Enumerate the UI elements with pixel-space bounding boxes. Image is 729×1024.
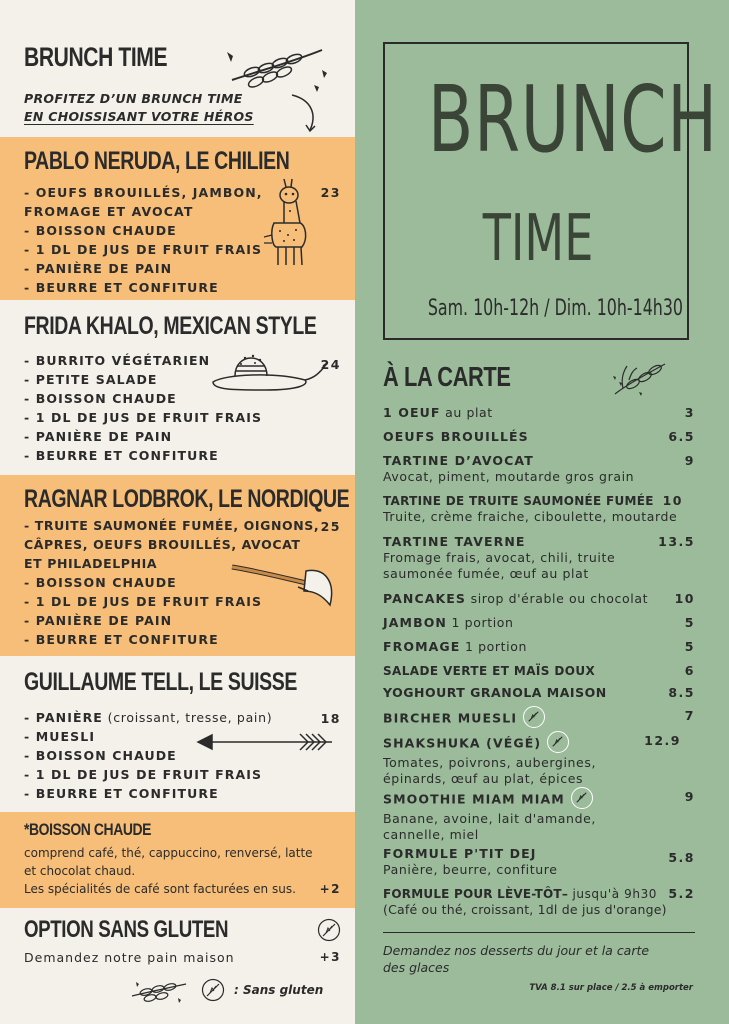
wheat-grain-icon	[128, 976, 190, 1006]
desserts-note	[383, 942, 649, 976]
hero-item: - BEURRE ET CONFITURE	[24, 280, 219, 295]
item-price: 13.5	[658, 534, 695, 549]
item-description: saumonée fumée, œuf au plat	[383, 566, 589, 581]
item-description: Truite, crème fraiche, ciboulette, moutarde	[383, 509, 678, 524]
gluten-free-legend-icon	[201, 978, 225, 1002]
tagline-line-2: EN CHOISSISANT VOTRE HÉROS	[24, 109, 254, 124]
menu-item-smoothie	[383, 789, 695, 843]
item-price: 3	[684, 405, 695, 420]
tagline	[24, 90, 254, 126]
llama-icon	[262, 175, 312, 270]
item-name: SALADE VERTE ET MAÏS DOUX	[383, 664, 596, 678]
hero-card-pablo-neruda	[0, 137, 355, 300]
item-detail: 1 portion	[446, 615, 514, 630]
menu-item-tartine-taverne	[383, 534, 695, 582]
menu-item-yoghourt	[383, 685, 695, 701]
hero-item: CÂPRES, OEUFS BROUILLÉS, AVOCAT	[24, 537, 301, 552]
hero-item-detail: (croissant, tresse, pain)	[102, 710, 273, 725]
menu-item-tartine-avocat	[383, 453, 695, 485]
gluten-title: OPTION SANS GLUTEN	[24, 916, 229, 943]
right-column	[355, 0, 729, 1024]
item-price: 5	[684, 639, 695, 654]
menu-item-tartine-truite	[383, 493, 695, 525]
brunch-time-title: BRUNCH TIME	[24, 42, 168, 72]
item-price: 5.8	[668, 850, 695, 865]
item-description: Panière, beurre, confiture	[383, 862, 558, 877]
menu-item-shakshuka	[383, 733, 695, 787]
a-la-carte-title: À LA CARTE	[383, 361, 511, 392]
item-price: 10	[674, 591, 695, 606]
menu-item-pancakes	[383, 591, 695, 607]
hero-card-ragnar-lodbrok	[0, 475, 355, 656]
menu-item-1-oeuf	[383, 405, 695, 421]
item-name: TARTINE D’AVOCAT	[383, 453, 534, 468]
item-name: JAMBON	[383, 615, 447, 630]
gluten-free-icon	[317, 918, 341, 942]
hero-item: - PANIÈRE DE PAIN	[24, 261, 173, 276]
hero-name: GUILLAUME TELL, LE SUISSE	[24, 668, 298, 696]
wheat-icon	[222, 40, 337, 135]
hero-name: RAGNAR LODBROK, LE NORDIQUE	[24, 485, 350, 513]
gluten-free-icon	[547, 731, 569, 753]
item-detail: au plat	[440, 405, 493, 420]
hero-price: 23	[320, 185, 341, 200]
item-description: Fromage frais, avocat, chili, truite	[383, 550, 616, 565]
item-description: Tomates, poivrons, aubergines,	[383, 755, 597, 770]
item-name: FORMULE POUR LÈVE-TÔT–	[383, 887, 569, 901]
hero-name: PABLO NERUDA, LE CHILIEN	[24, 147, 290, 175]
item-price: 6.5	[668, 429, 695, 444]
divider	[383, 932, 695, 933]
item-price: 7	[684, 708, 695, 723]
item-name: PANCAKES	[383, 591, 467, 606]
item-price: 8.5	[668, 685, 695, 700]
item-name: SMOOTHIE MIAM MIAM	[383, 791, 565, 807]
boisson-title: *BOISSON CHAUDE	[24, 820, 152, 839]
hero-title: BRUNCH	[427, 66, 718, 173]
item-detail: jusqu'à 9h30	[568, 887, 658, 901]
hero-item: - PANIÈRE DE PAIN	[24, 613, 173, 628]
item-price: 9	[684, 789, 695, 804]
hero-item: ET PHILADELPHIA	[24, 556, 158, 571]
gluten-legend: : Sans gluten	[234, 983, 324, 997]
menu-item-formule-leve-tot	[383, 886, 695, 918]
hero-item	[24, 708, 272, 727]
hero-item: - 1 DL DE JUS DE FRUIT FRAIS	[24, 242, 263, 257]
hero-item: - BOISSON CHAUDE	[24, 391, 177, 406]
item-name: FROMAGE	[383, 639, 461, 654]
hero-item-bold: - PANIÈRE	[24, 710, 103, 725]
menu-item-jambon	[383, 615, 695, 631]
boisson-chaude-note	[0, 812, 355, 908]
item-name: TARTINE DE TRUITE SAUMONÉE FUMÉE	[383, 494, 654, 508]
item-price: 10	[662, 493, 683, 508]
menu-item-oeufs-brouilles	[383, 429, 695, 445]
hero-item: - OEUFS BROUILLÉS, JAMBON,	[24, 185, 263, 200]
hero-item: FROMAGE ET AVOCAT	[24, 204, 194, 219]
boisson-text	[24, 844, 313, 898]
item-description: épinards, œuf au plat, épices	[383, 771, 584, 786]
gluten-free-icon	[571, 787, 593, 809]
item-detail: 1 portion	[460, 639, 527, 654]
hero-name: FRIDA KHALO, MEXICAN STYLE	[24, 312, 317, 340]
hero-card-frida-khalo	[0, 300, 355, 475]
hero-item: - 1 DL DE JUS DE FRUIT FRAIS	[24, 767, 263, 782]
oats-icon	[609, 358, 671, 398]
item-name: TARTINE TAVERNE	[383, 534, 526, 549]
hero-subtitle: TIME	[482, 202, 594, 276]
hero-price: 18	[320, 711, 341, 726]
item-name: 1 OEUF	[383, 405, 441, 420]
left-column	[0, 0, 355, 1024]
boisson-line: et chocolat chaud.	[24, 864, 136, 878]
gluten-text: Demandez notre pain maison	[24, 950, 235, 965]
hero-box	[383, 42, 718, 340]
item-description: cannelle, miel	[383, 827, 479, 842]
menu-item-bircher	[383, 708, 695, 730]
hero-price: 25	[320, 519, 341, 534]
item-price: 5	[684, 615, 695, 630]
item-price: 12.9	[644, 733, 681, 748]
menu-item-formule-ptit-dej	[383, 846, 695, 878]
tagline-line-1: PROFITEZ D’UN BRUNCH TIME	[24, 91, 243, 106]
item-name: YOGHOURT GRANOLA MAISON	[383, 685, 607, 700]
hero-item: - PANIÈRE DE PAIN	[24, 429, 173, 444]
item-name: SHAKSHUKA (VÉGÉ)	[383, 735, 542, 751]
hero-item: - BEURRE ET CONFITURE	[24, 632, 219, 647]
gluten-free-icon	[523, 706, 545, 728]
arrow-icon	[196, 730, 336, 754]
item-description: (Café ou thé, croissant, 1dl de jus d'orange)	[383, 902, 667, 917]
hero-items	[24, 183, 263, 297]
item-price: 9	[684, 453, 695, 468]
hero-item: - BOISSON CHAUDE	[24, 575, 177, 590]
opening-hours: Sam. 10h-12h / Dim. 10h-14h30	[427, 296, 683, 321]
sombrero-icon	[205, 344, 335, 404]
item-name: OEUFS BROUILLÉS	[383, 429, 529, 444]
gluten-option	[0, 908, 355, 1024]
hero-item: - BOISSON CHAUDE	[24, 223, 177, 238]
item-price: 6	[684, 663, 695, 678]
hero-item: - BOISSON CHAUDE	[24, 748, 177, 763]
hero-item: - BEURRE ET CONFITURE	[24, 448, 219, 463]
item-detail: sirop d'érable ou chocolat	[466, 591, 649, 606]
hero-item: - 1 DL DE JUS DE FRUIT FRAIS	[24, 410, 263, 425]
hero-items	[24, 708, 272, 803]
item-name: FORMULE P'TIT DEJ	[383, 846, 537, 861]
item-name: BIRCHER MUESLI	[383, 710, 518, 726]
boisson-line: comprend café, thé, cappuccino, renversé, latte	[24, 846, 313, 860]
boisson-price: +2	[319, 882, 341, 896]
item-price: 5.2	[668, 886, 695, 901]
menu-item-salade	[383, 663, 695, 679]
desserts-line: Demandez nos desserts du jour et la carte	[383, 943, 650, 958]
boisson-line: Les spécialités de café sont facturées en sus.	[24, 882, 296, 896]
hero-item: - BURRITO VÉGÉTARIEN	[24, 353, 211, 368]
hero-item: - 1 DL DE JUS DE FRUIT FRAIS	[24, 594, 263, 609]
hero-item: - PETITE SALADE	[24, 372, 158, 387]
item-description: Avocat, piment, moutarde gros grain	[383, 469, 635, 484]
menu-item-fromage	[383, 639, 695, 655]
axe-icon	[228, 557, 338, 617]
hero-item: - MUESLI	[24, 729, 96, 744]
desserts-line: des glaces	[383, 960, 450, 975]
gluten-price: +3	[319, 950, 341, 964]
tva-note: TVA 8.1 sur place / 2.5 à emporter	[529, 983, 693, 993]
hero-item: - TRUITE SAUMONÉE FUMÉE, OIGNONS,	[24, 518, 320, 533]
item-description: Banane, avoine, lait d'amande,	[383, 811, 596, 826]
hero-item: - BEURRE ET CONFITURE	[24, 786, 219, 801]
hero-price: 24	[320, 357, 341, 372]
hero-card-guillaume-tell	[0, 656, 355, 812]
